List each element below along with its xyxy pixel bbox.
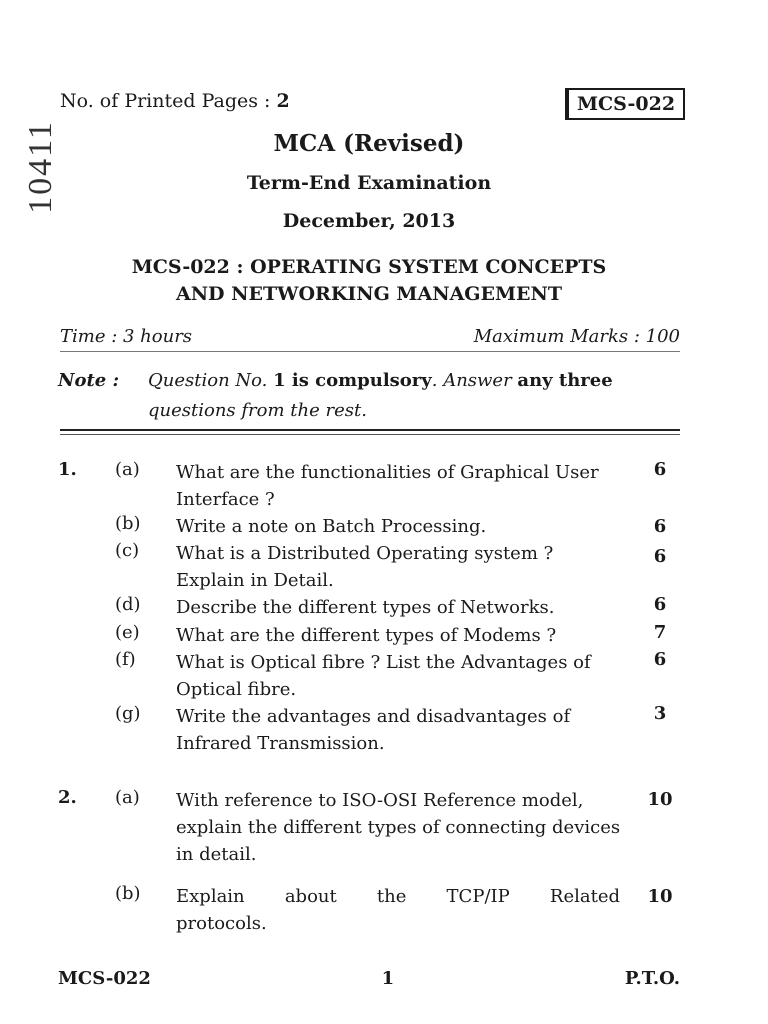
part-marks: 10 <box>647 886 673 907</box>
note-text <box>148 366 688 426</box>
printed-pages-value: 2 <box>276 90 290 112</box>
exam-title: Term-End Examination <box>246 172 492 194</box>
footer-page-number: 1 <box>381 968 395 989</box>
part-letter: (c) <box>115 540 140 561</box>
part-text: What are the functionalities of Graphical User Interface ? <box>176 462 599 510</box>
exam-time: Time : 3 hours <box>60 326 193 347</box>
part-text: What is Optical fibre ? List the Advantages of Optical fibre. <box>176 652 591 700</box>
part-letter: (d) <box>115 594 141 615</box>
subject-title <box>0 254 738 308</box>
part-text: Write a note on Batch Processing. <box>176 516 487 537</box>
printed-pages <box>60 90 290 112</box>
footer-code: MCS-022 <box>58 968 151 989</box>
divider-thick <box>60 429 680 431</box>
part-marks: 6 <box>653 546 667 567</box>
part-text-line-1: Explain about the TCP/IP Related <box>176 886 620 907</box>
note-bold-1: 1 is compulsory <box>273 370 432 391</box>
programme-title: MCA (Revised) <box>273 130 465 157</box>
divider <box>60 351 680 352</box>
course-code-box: MCS-022 <box>565 88 685 120</box>
printed-pages-label: No. of Printed Pages : <box>60 90 271 112</box>
question-number: 1. <box>58 459 77 480</box>
question-number: 2. <box>58 787 77 808</box>
divider-thin <box>60 434 680 435</box>
part-marks: 6 <box>653 594 667 615</box>
part-text: What are the different types of Modems ? <box>176 625 557 646</box>
part-text-line-2: protocols. <box>176 913 267 934</box>
note-line-2: questions from the rest. <box>148 400 367 421</box>
part-text <box>176 883 620 937</box>
part-text: Write the advantages and disadvantages of Infrared Transmission. <box>176 706 571 754</box>
part-text: With reference to ISO-OSI Reference model, explain the different types of connecting devices in detail. <box>176 790 621 865</box>
note-part-1: Question No. <box>148 370 274 391</box>
footer-pto: P.T.O. <box>624 968 680 989</box>
part-letter: (a) <box>115 459 140 480</box>
exam-session: December, 2013 <box>282 210 456 232</box>
part-text: Describe the different types of Networks. <box>176 597 555 618</box>
part-letter: (a) <box>115 787 140 808</box>
part-letter: (g) <box>115 703 141 724</box>
part-marks: 10 <box>647 789 673 810</box>
part-marks: 7 <box>653 622 667 643</box>
part-marks: 6 <box>653 459 667 480</box>
part-letter: (b) <box>115 513 141 534</box>
part-letter: (b) <box>115 883 141 904</box>
subject-line-2: AND NETWORKING MANAGEMENT <box>175 283 563 305</box>
page-footer <box>58 968 680 989</box>
subject-line-1: MCS-022 : OPERATING SYSTEM CONCEPTS <box>131 256 607 278</box>
part-marks: 3 <box>653 703 667 724</box>
part-marks: 6 <box>653 516 667 537</box>
note-part-2: . Answer <box>431 370 518 391</box>
part-letter: (e) <box>115 622 140 643</box>
note-label: Note : <box>58 370 120 391</box>
part-marks: 6 <box>653 649 667 670</box>
exam-meta <box>60 326 680 347</box>
note-bold-2: any three <box>517 370 613 391</box>
part-text: What is a Distributed Operating system ? Explain in Detail. <box>176 543 554 591</box>
serial-number: 10411 <box>21 120 59 214</box>
max-marks: Maximum Marks : 100 <box>473 326 680 347</box>
part-letter: (f) <box>115 649 136 670</box>
